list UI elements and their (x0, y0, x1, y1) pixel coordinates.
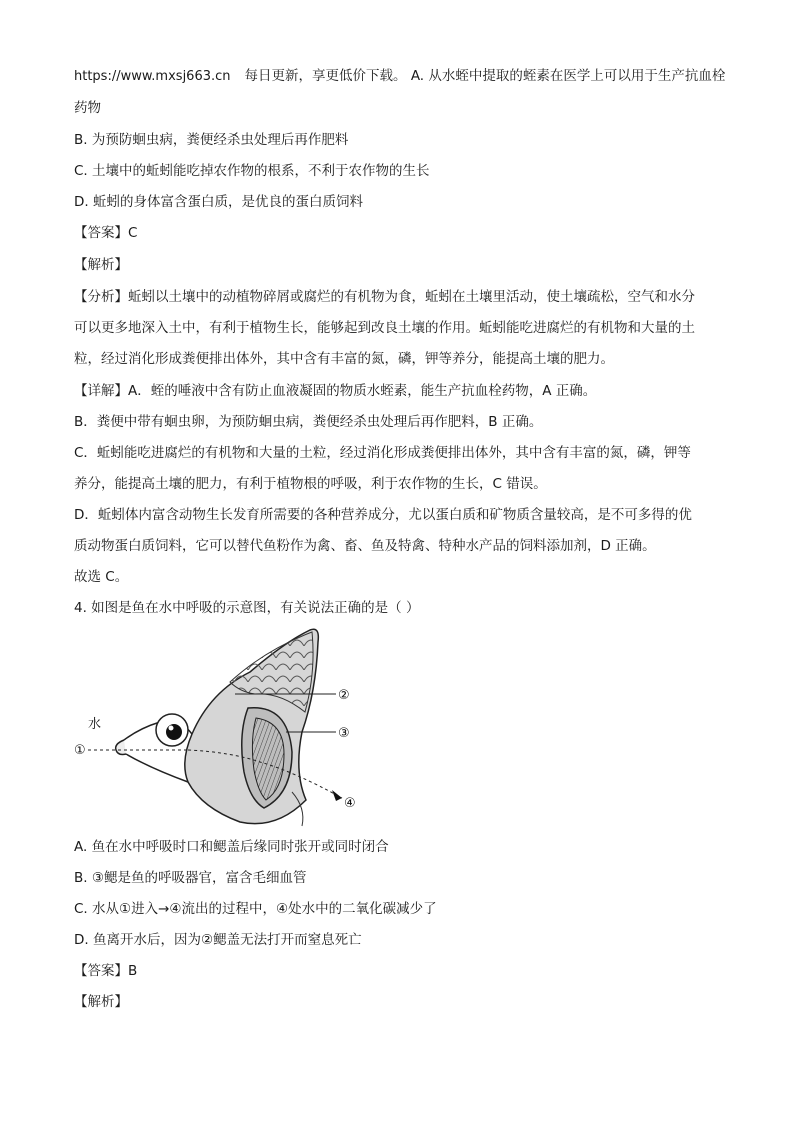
analysis-label: 【解析】 (74, 257, 128, 273)
analysis-fenxi-line1: 【分析】蚯蚓以土壤中的动植物碎屑或腐烂的有机物为食，蚯蚓在土壤里活动，使土壤疏松，空气和水分 (74, 289, 695, 305)
q4-option-c: C. 水从①进入→④流出的过程中，④处水中的二氧化碳减少了 (74, 901, 437, 917)
label-water: 水 (88, 717, 102, 732)
label-4: ④ (344, 796, 356, 811)
header-line (74, 66, 725, 87)
q4-answer-label: 【答案】B (74, 963, 138, 979)
detail-c-line2: 养分，能提高土壤的肥力，有利于植物根的呼吸，利于农作物的生长，C 错误。 (74, 476, 547, 492)
analysis-fenxi-line2: 可以更多地深入土中，有利于植物生长，能够起到改良土壤的作用。蚯蚓能吃进腐烂的有机物和大量的土 (74, 320, 695, 336)
option-c: C. 土壤中的蚯蚓能吃掉农作物的根系，不利于农作物的生长 (74, 163, 430, 179)
option-b: B. 为预防蛔虫病，粪便经杀虫处理后再作肥料 (74, 132, 349, 148)
detail-d-line2: 质动物蛋白质饲料，它可以替代鱼粉作为禽、畜、鱼及特禽、特种水产品的饲料添加剂，D 正确。 (74, 538, 656, 554)
detail-d-line1: D．蚯蚓体内富含动物生长发育所需要的各种营养成分，尤以蛋白质和矿物质含量较高，是不可多得的优 (74, 507, 692, 523)
q4-option-d: D. 鱼离开水后，因为②鳃盖无法打开而窒息死亡 (74, 932, 362, 948)
answer-label: 【答案】C (74, 225, 138, 241)
detail-a: 【详解】A．蛭的唾液中含有防止血液凝固的物质水蛭素，能生产抗血栓药物，A 正确。 (74, 383, 597, 399)
label-1: ① (74, 743, 86, 758)
conclusion: 故选 C。 (74, 569, 129, 585)
source-url-link[interactable]: https://www.mxsj663.cn (74, 69, 231, 84)
analysis-fenxi-line3: 粒，经过消化形成粪便排出体外，其中含有丰富的氮，磷，钾等养分，能提高土壤的肥力。 (74, 351, 614, 367)
outflow-arrowhead (332, 790, 342, 801)
detail-c-line1: C．蚯蚓能吃进腐烂的有机物和大量的土粒，经过消化形成粪便排出体外，其中含有丰富的氮，磷，钾等 (74, 445, 691, 461)
update-notice: 每日更新，享更低价下载。 (244, 68, 407, 84)
label-2: ② (338, 688, 350, 703)
q4-analysis-label: 【解析】 (74, 994, 128, 1010)
label-3: ③ (338, 726, 350, 741)
detail-b: B．粪便中带有蛔虫卵，为预防蛔虫病，粪便经杀虫处理后再作肥料，B 正确。 (74, 414, 543, 430)
fish-breathing-figure (74, 622, 380, 832)
q4-option-b: B. ③鳃是鱼的呼吸器官，富含毛细血管 (74, 870, 307, 886)
option-a-line2: 药物 (74, 100, 101, 116)
option-a-line1: A. 从水蛭中提取的蛭素在医学上可以用于生产抗血栓 (410, 68, 726, 84)
question-4-stem: 4. 如图是鱼在水中呼吸的示意图，有关说法正确的是（ ） (74, 600, 420, 616)
option-d: D. 蚯蚓的身体富含蛋白质，是优良的蛋白质饲料 (74, 194, 363, 210)
fish-mouth (116, 740, 126, 755)
q4-option-a: A. 鱼在水中呼吸时口和鳃盖后缘同时张开或同时闭合 (74, 839, 389, 855)
